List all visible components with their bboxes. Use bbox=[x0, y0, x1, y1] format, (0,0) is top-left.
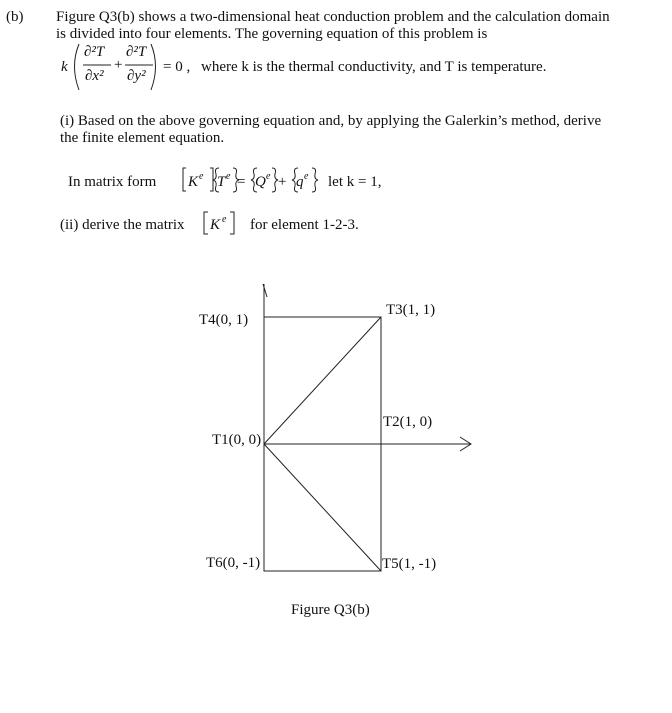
matrix-Q: Q bbox=[255, 174, 266, 190]
bracket-part-ii bbox=[204, 212, 234, 234]
figure-caption: Figure Q3(b) bbox=[291, 602, 370, 618]
part-ii-tail: for element 1-2-3. bbox=[250, 217, 359, 233]
diagonal-t1-t3 bbox=[264, 317, 381, 444]
intro-line-2: is divided into four elements. The governing equation of this problem is bbox=[56, 26, 488, 42]
matrix-T-sup: e bbox=[226, 171, 231, 182]
node-label-t4: T4(0, 1) bbox=[199, 312, 249, 328]
equation-term2-denominator: ∂y² bbox=[127, 68, 146, 84]
matrix-q-sup: e bbox=[304, 171, 309, 182]
part-ii-text: (ii) derive the matrix bbox=[60, 217, 185, 233]
equation-paren-right bbox=[151, 44, 156, 90]
brace-q bbox=[292, 168, 318, 192]
equation-description: where k is the thermal conductivity, and T is temperature. bbox=[201, 59, 547, 75]
part-ii-matrix: K bbox=[210, 217, 221, 233]
diagonal-t1-t5 bbox=[264, 444, 381, 571]
matrix-K: K bbox=[188, 174, 199, 190]
equation-rhs: = 0 , bbox=[163, 59, 191, 75]
equation-coefficient: k bbox=[61, 59, 68, 75]
matrix-condition: let k = 1, bbox=[328, 174, 382, 190]
matrix-K-sup: e bbox=[199, 171, 204, 182]
equation-plus: + bbox=[114, 57, 123, 73]
equation-term1-numerator: ∂²T bbox=[84, 44, 105, 60]
matrix-q: q bbox=[296, 174, 304, 190]
equation-paren-left bbox=[75, 44, 80, 90]
brace-T bbox=[213, 168, 239, 192]
brace-Q bbox=[251, 168, 278, 192]
node-label-t3: T3(1, 1) bbox=[386, 302, 436, 318]
equation-term1-denominator: ∂x² bbox=[85, 68, 104, 84]
part-i-line-2: the finite element equation. bbox=[60, 130, 225, 146]
matrix-plus: + bbox=[278, 174, 287, 190]
matrix-T: T bbox=[217, 174, 226, 190]
matrix-form-label: In matrix form bbox=[68, 174, 157, 190]
question-part-label: (b) bbox=[6, 9, 24, 25]
node-label-t6: T6(0, -1) bbox=[206, 555, 261, 571]
part-ii-matrix-sup: e bbox=[222, 214, 227, 225]
node-label-t2: T2(1, 0) bbox=[383, 414, 433, 430]
equation-term2-numerator: ∂²T bbox=[126, 44, 147, 60]
node-label-t1: T1(0, 0) bbox=[212, 432, 262, 448]
intro-line-1: Figure Q3(b) shows a two-dimensional heat conduction problem and the calculation domain bbox=[56, 9, 610, 25]
matrix-equals: = bbox=[237, 174, 246, 190]
matrix-Q-sup: e bbox=[266, 171, 271, 182]
bracket-K bbox=[183, 168, 213, 191]
node-label-t5: T5(1, -1) bbox=[382, 556, 437, 572]
part-i-line-1: (i) Based on the above governing equation and, by applying the Galerkin’s method, derive bbox=[60, 113, 602, 129]
